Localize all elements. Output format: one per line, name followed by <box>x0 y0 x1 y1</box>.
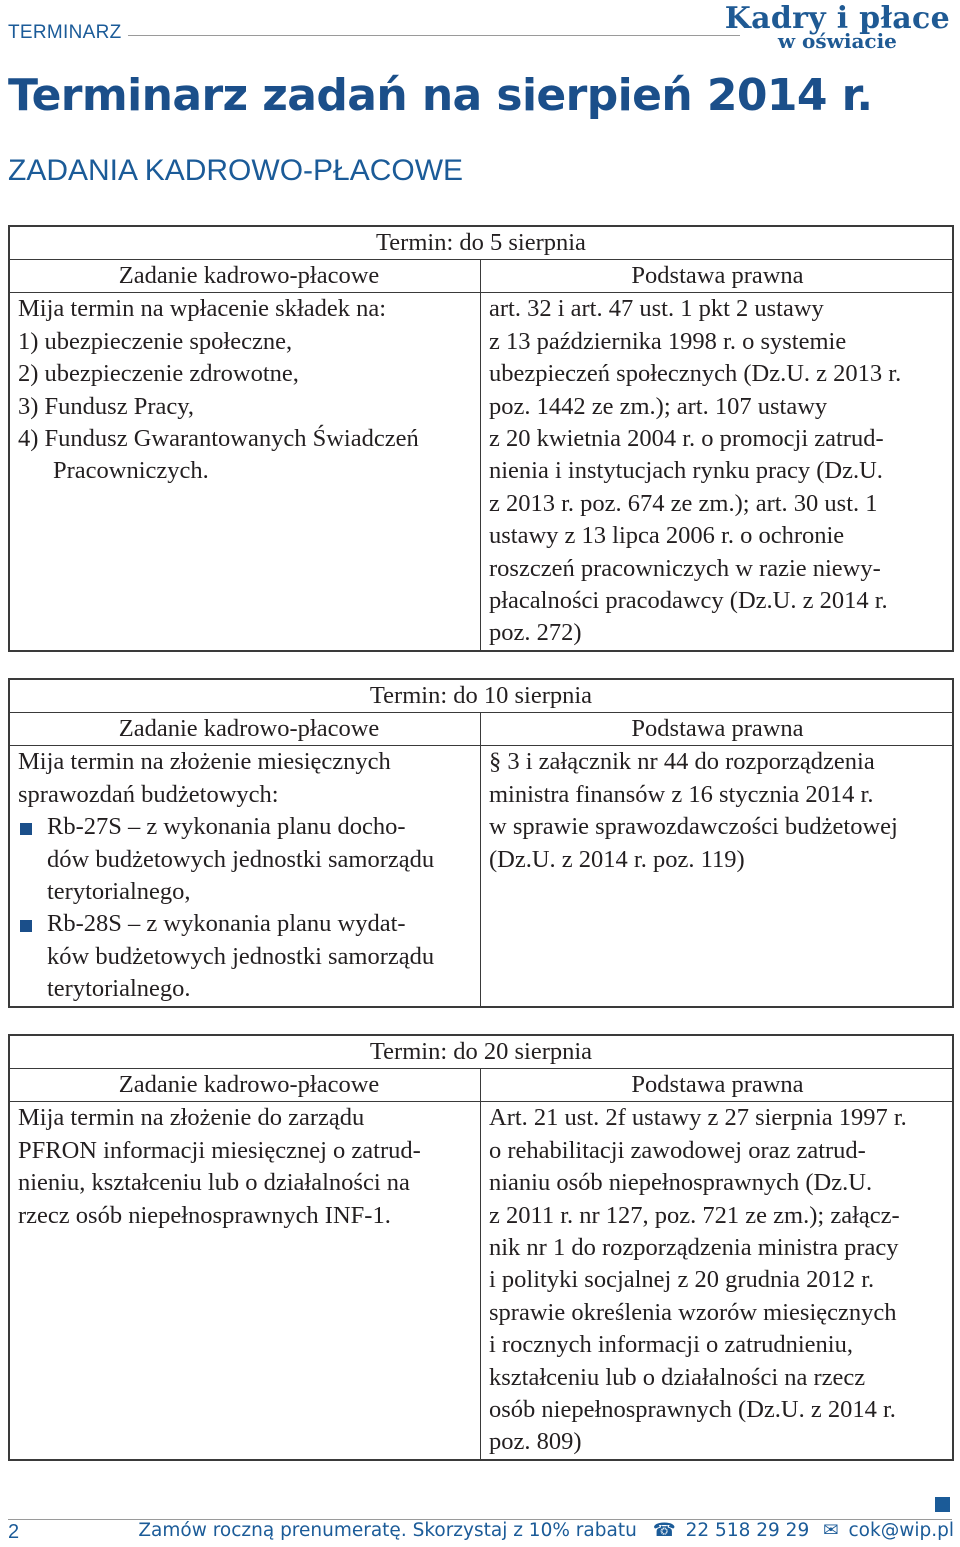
footer-promo <box>138 1520 954 1541</box>
table-header-row <box>10 1069 952 1102</box>
basis-line: nik nr 1 do rozporządzenia ministra pracy <box>489 1234 899 1262</box>
list-item <box>18 811 480 843</box>
basis-line: osób niepełnosprawnych (Dz.U. z 2014 r. <box>489 1396 896 1424</box>
basis-column-header: Podstawa prawna <box>631 262 804 289</box>
task-line: 3) Fundusz Pracy, <box>18 392 195 420</box>
basis-line: i polityki socjalnej z 20 grudnia 2012 r. <box>489 1266 875 1294</box>
section-label: TERMINARZ <box>8 22 122 43</box>
task-line: 2) ubezpieczenie zdrowotne, <box>18 360 299 388</box>
header-rule <box>128 35 740 36</box>
page-subtitle: ZADANIA KADROWO-PŁACOWE <box>8 154 464 187</box>
basis-line: z 2013 r. poz. 674 ze zm.); art. 30 ust. 1 <box>489 489 878 517</box>
basis-line: płacalności pracodawcy (Dz.U. z 2014 r. <box>489 587 888 615</box>
deadline-table-2 <box>8 678 954 1008</box>
brand-subtitle: w oświacie <box>777 29 897 53</box>
basis-line: nianiu osób niepełnosprawnych (Dz.U. <box>489 1169 873 1197</box>
table-header-row <box>10 713 952 746</box>
basis-line: ubezpieczeń społecznych (Dz.U. z 2013 r. <box>489 360 902 388</box>
basis-line: nienia i instytucjach rynku pracy (Dz.U. <box>489 457 883 485</box>
term-heading: Termin: do 5 sierpnia <box>10 227 952 260</box>
page-number: 2 <box>8 1521 20 1543</box>
basis-cell <box>481 293 952 649</box>
basis-line: z 13 października 1998 r. o systemie <box>489 327 847 355</box>
task-line: Mija termin na złożenie do zarządu <box>18 1104 365 1132</box>
basis-line: Art. 21 ust. 2f ustawy z 27 sierpnia 1997 r. <box>489 1104 907 1132</box>
task-line: rzecz osób niepełnosprawnych INF-1. <box>18 1201 391 1229</box>
task-line: sprawozdań budżetowych: <box>18 780 279 808</box>
footer-square-marker <box>935 1497 950 1512</box>
task-line: PFRON informacji miesięcznej o zatrud- <box>18 1136 421 1164</box>
basis-line: z 20 kwietnia 2004 r. o promocji zatrud- <box>489 425 884 453</box>
table-body-row <box>10 1102 952 1458</box>
basis-line: art. 32 i art. 47 ust. 1 pkt 2 ustawy <box>489 295 824 323</box>
basis-column-header: Podstawa prawna <box>631 715 804 742</box>
page-title: Terminarz zadań na sierpień 2014 r. <box>8 70 873 121</box>
task-line: 4) Fundusz Gwarantowanych Świadczeń <box>18 425 419 453</box>
basis-line: i rocznych informacji o zatrudnieniu, <box>489 1331 853 1359</box>
table-header-row <box>10 260 952 293</box>
basis-cell <box>481 746 952 1005</box>
basis-line: ministra finansów z 16 stycznia 2014 r. <box>489 780 874 808</box>
deadline-table-3 <box>8 1034 954 1461</box>
term-heading: Termin: do 20 sierpnia <box>10 1036 952 1069</box>
bullet-line: terytorialnego. <box>47 975 191 1003</box>
phone-number[interactable]: 22 518 29 29 <box>685 1520 810 1541</box>
basis-line: § 3 i załącznik nr 44 do rozporządzenia <box>489 748 875 776</box>
basis-line: poz. 809) <box>489 1428 582 1456</box>
basis-line: poz. 272) <box>489 619 582 647</box>
task-line: Pracowniczych. <box>53 457 209 485</box>
basis-line: poz. 1442 ze zm.); art. 107 ustawy <box>489 392 828 420</box>
task-line: Mija termin na złożenie miesięcznych <box>18 748 391 776</box>
bullet-line: ków budżetowych jednostki samorządu <box>47 942 435 970</box>
basis-line: (Dz.U. z 2014 r. poz. 119) <box>489 845 745 873</box>
basis-line: w sprawie sprawozdawczości budżetowej <box>489 813 898 841</box>
basis-line: roszczeń pracowniczych w razie niewy- <box>489 554 881 582</box>
table-body-row <box>10 293 952 649</box>
basis-line: sprawie określenia wzorów miesięcznych <box>489 1298 897 1326</box>
deadline-table-1 <box>8 225 954 652</box>
basis-line: z 2011 r. nr 127, poz. 721 ze zm.); załącz- <box>489 1201 900 1229</box>
table-body-row <box>10 746 952 1005</box>
basis-column-header: Podstawa prawna <box>631 1071 804 1098</box>
task-cell <box>10 1102 481 1458</box>
basis-cell <box>481 1102 952 1458</box>
task-column-header: Zadanie kadrowo-płacowe <box>10 260 481 292</box>
email-link[interactable]: cok@wip.pl <box>848 1520 954 1541</box>
task-column-header: Zadanie kadrowo-płacowe <box>10 713 481 745</box>
task-cell <box>10 746 481 1005</box>
basis-line: kształceniu lub o działalności na rzecz <box>489 1363 866 1391</box>
list-item <box>18 908 480 940</box>
task-line: 1) ubezpieczenie społeczne, <box>18 327 293 355</box>
bullet-line: Rb-28S – z wykonania planu wydat- <box>47 910 406 938</box>
bullet-line: dów budżetowych jednostki samorządu <box>47 845 435 873</box>
task-line: nieniu, kształceniu lub o działalności na <box>18 1169 410 1197</box>
task-column-header: Zadanie kadrowo-płacowe <box>10 1069 481 1101</box>
bullet-line: terytorialnego, <box>47 878 191 906</box>
brand-title: Kadry i płace <box>724 1 950 36</box>
term-heading: Termin: do 10 sierpnia <box>10 680 952 713</box>
task-cell <box>10 293 481 649</box>
basis-line: ustawy z 13 lipca 2006 r. o ochronie <box>489 522 845 550</box>
task-line: Mija termin na wpłacenie składek na: <box>18 295 387 323</box>
promo-text: Zamów roczną prenumeratę. Skorzystaj z 10% rabatu <box>138 1520 637 1541</box>
phone-icon: ☎ <box>652 1520 676 1541</box>
mail-icon: ✉ <box>823 1520 839 1541</box>
bullet-line: Rb-27S – z wykonania planu docho- <box>47 813 406 841</box>
brand-logo <box>725 2 950 51</box>
basis-line: o rehabilitacji zawodowej oraz zatrud- <box>489 1136 866 1164</box>
